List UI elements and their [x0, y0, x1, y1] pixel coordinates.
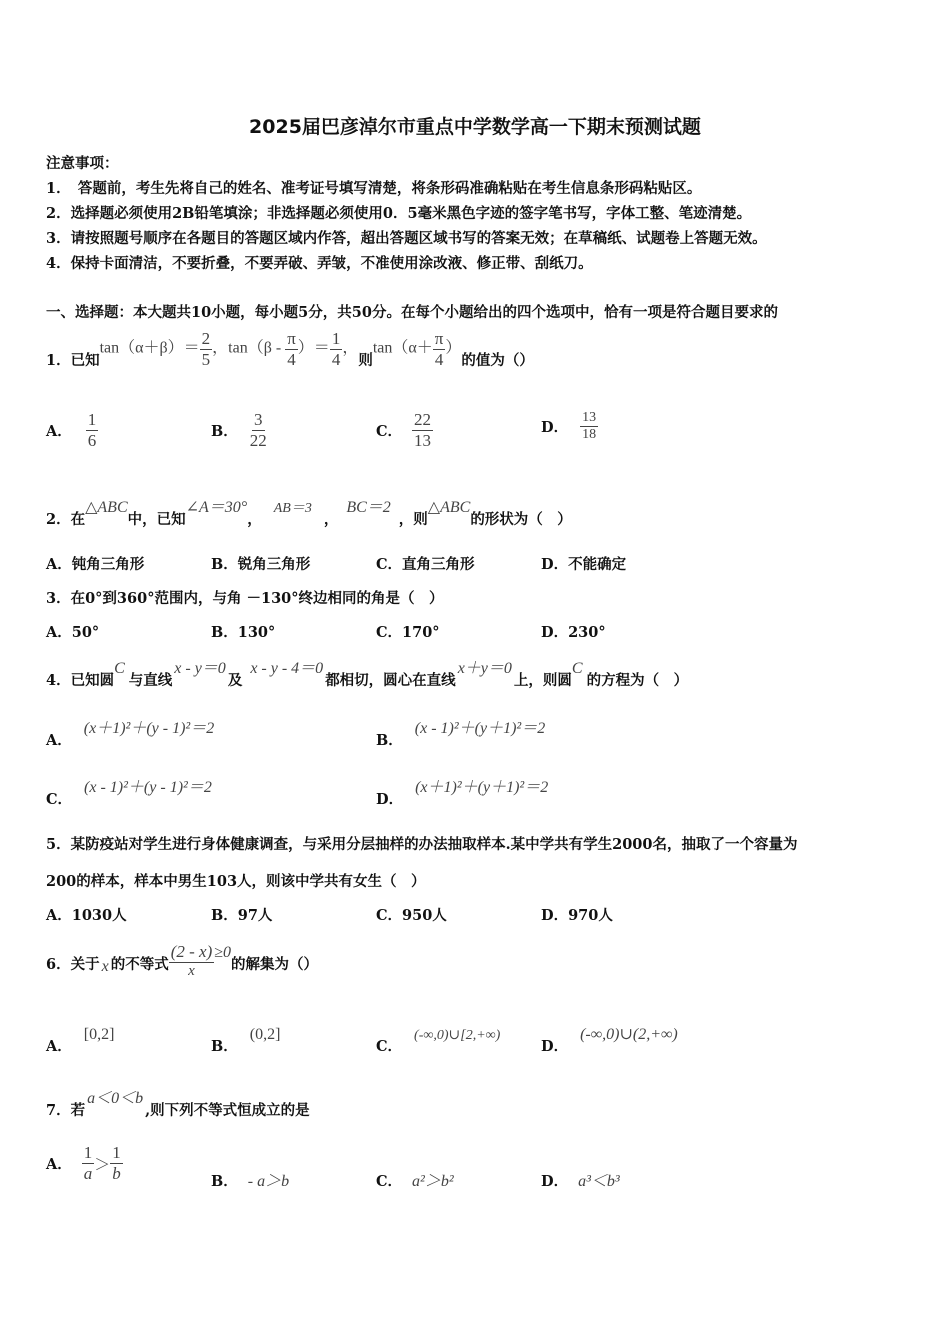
notice-header: 注意事项： — [46, 155, 119, 172]
q4-option-a: A．(x＋1)²＋(y - 1)²＝2 — [46, 720, 215, 749]
q2-option-c: C．直角三角形 — [376, 556, 475, 573]
q4-option-b: B．(x - 1)²＋(y＋1)²＝2 — [376, 720, 546, 749]
q5-option-d: D．970人 — [541, 907, 613, 924]
question-7: 7．若a＜0＜b,则下列不等式恒成立的是 — [46, 1090, 310, 1119]
q2-triangle-1: △ABC — [85, 499, 128, 516]
q5-option-b: B．97人 — [211, 907, 273, 924]
q7-option-b: B． - a＞b — [211, 1173, 290, 1190]
q1-suffix: 的值为（） — [461, 351, 534, 369]
notice-item-2: 2．选择题必须使用2B铅笔填涂；非选择题必须使用0．5毫米黑色字迹的签字笔书写，字体工整、笔迹清楚。 — [46, 205, 752, 222]
q2-option-b: B．锐角三角形 — [211, 556, 311, 573]
q4-circle-c: C — [114, 660, 125, 677]
q3-option-a: A．50° — [46, 624, 100, 641]
notice-item-1: 1． 答题前，考生先将自己的姓名、准考证号填写清楚，将条形码准确粘贴在考生信息条形码粘贴区。 — [46, 180, 702, 197]
page-title: 2025届巴彦淖尔市重点中学数学高一下期末预测试题 — [249, 116, 701, 138]
question-5-line-1: 5．某防疫站对学生进行身体健康调查，与采用分层抽样的办法抽取样本.某中学共有学生2000名，抽取了一个容量为 — [46, 836, 798, 853]
q4-line-2: x - y - 4＝0 — [250, 660, 324, 677]
q1-option-b: B． $\frac{3}{22}$ — [211, 410, 267, 450]
q2-option-d: D．不能确定 — [541, 556, 627, 573]
q6-geq: ≥0 — [214, 944, 232, 961]
q2-option-a: A．钝角三角形 — [46, 556, 145, 573]
q1-prefix: 1．已知 — [46, 351, 100, 369]
question-6: 6．关于 x 的不等式 $\frac{(2 - x)}{x}$ ≥0 的解集为（） — [46, 942, 319, 979]
q6-option-c: C．(-∞,0)∪[2,+∞) — [376, 1028, 501, 1055]
question-5-line-2: 200的样本，样本中男生103人，则该中学共有女生（ ） — [46, 873, 426, 890]
question-4: 4．已知圆C与直线x - y＝0及x - y - 4＝0都相切，圆心在直线x＋y＝0上，则圆C的方程为（ ） — [46, 660, 689, 689]
section-heading: 一、选择题：本大题共10小题，每小题5分，共50分。在每个小题给出的四个选项中，恰有一项是符合题目要求的 — [46, 304, 778, 321]
q1-option-d: D． $\frac{13}{18}$ — [541, 410, 597, 443]
q1-formula-1: tan（α＋β）＝ $\frac{2}{5}$ ，tan（β - $\frac{\pi}{4}$ ）＝ $\frac{1}{4}$ ， — [99, 328, 359, 369]
q5-option-c: C．950人 — [376, 907, 447, 924]
q7-option-c: C． a²＞b² — [376, 1173, 454, 1190]
q1-formula-2: tan（α＋ $\frac{\pi}{4}$ ） — [372, 328, 462, 369]
q2-bc: BC＝2 — [346, 499, 391, 516]
q6-fraction: $\frac{(2 - x)}{x}$ — [170, 942, 213, 979]
q5-option-a: A．1030人 — [46, 907, 127, 924]
q4-line-3: x＋y＝0 — [457, 660, 512, 677]
q2-angle: ∠A＝30° — [185, 499, 248, 516]
question-1 — [46, 325, 534, 373]
notice-item-3: 3．请按照题号顺序在各题目的答题区域内作答，超出答题区域书写的答案无效；在草稿纸、试题卷上答题无效。 — [46, 230, 767, 247]
q1-then: 则 — [358, 351, 373, 369]
q3-option-d: D．230° — [541, 624, 606, 641]
q6-option-d: D．(-∞,0)∪(2,+∞) — [541, 1026, 678, 1055]
question-2: 2．在△ABC中，已知∠A＝30°，AB＝3，BC＝2，则△ABC的形状为（ ） — [46, 499, 572, 528]
q3-option-b: B．130° — [211, 624, 276, 641]
q7-option-d: D． a³＜b³ — [541, 1173, 620, 1190]
q3-option-c: C．170° — [376, 624, 440, 641]
q4-option-d: D．(x＋1)²＋(y＋1)²＝2 — [376, 779, 549, 808]
q6-option-b: B．(0,2] — [211, 1026, 281, 1055]
q4-circle-c-2: C — [571, 660, 583, 677]
q2-ab: AB＝3 — [273, 501, 312, 516]
q1-option-c: C． $\frac{22}{13}$ — [376, 410, 432, 450]
notice-item-4: 4．保持卡面清洁，不要折叠，不要弄破、弄皱，不准使用涂改液、修正带、刮纸刀。 — [46, 255, 593, 272]
q7-condition: a＜0＜b — [87, 1090, 144, 1107]
q6-var-x: x — [101, 958, 109, 975]
q4-option-c: C．(x - 1)²＋(y - 1)²＝2 — [46, 779, 212, 808]
question-3: 3．在0°到360°范围内，与角 －130°终边相同的角是（ ） — [46, 590, 444, 607]
q2-triangle-2: △ABC — [427, 499, 471, 516]
q6-option-a: A．[0,2] — [46, 1026, 115, 1055]
q1-option-a: A． $\frac{1}{6}$ — [46, 410, 97, 450]
q4-line-1: x - y＝0 — [174, 660, 226, 677]
q7-option-a: A． $\frac{1}{a}$ ＞ $\frac{1}{b}$ — [46, 1143, 121, 1183]
